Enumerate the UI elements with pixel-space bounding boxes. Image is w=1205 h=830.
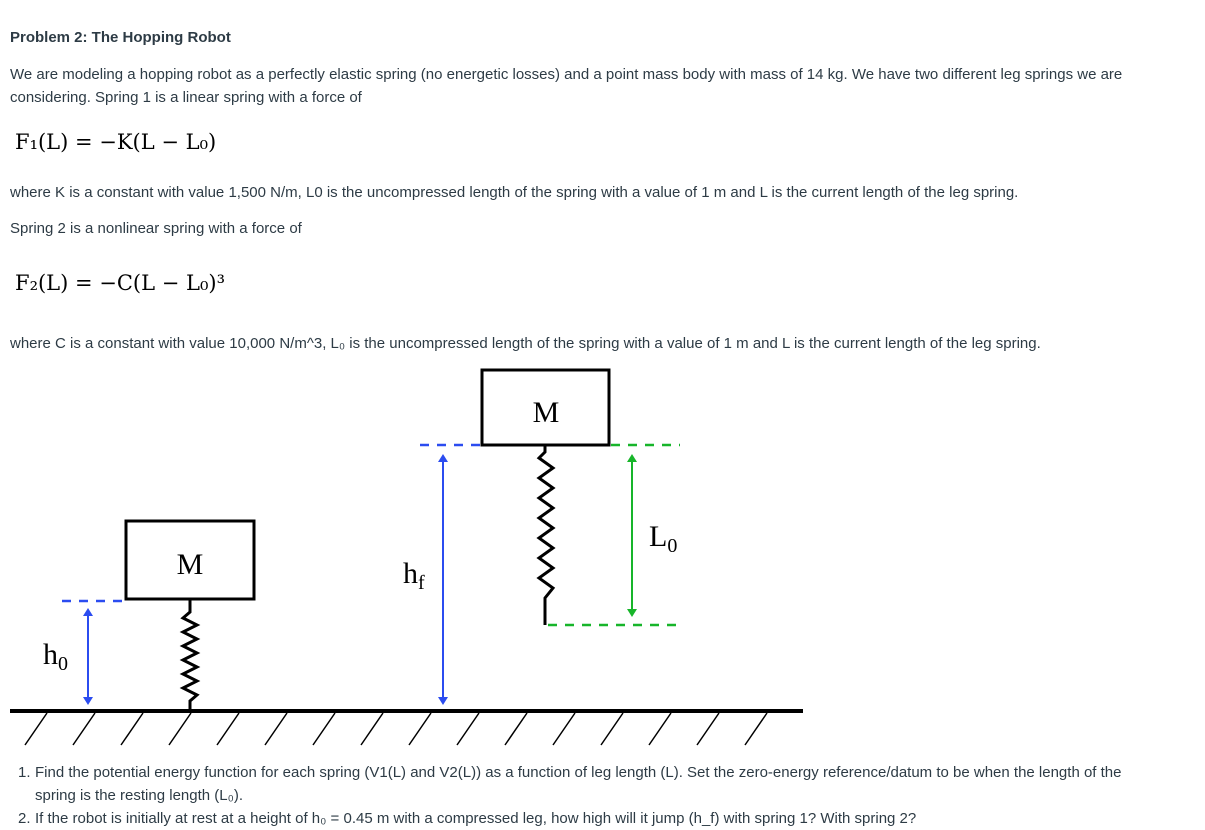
where-spring-2: where C is a constant with value 10,000 N/m^3, L₀ is the uncompressed length of the spring with a value of 1 m and L is the current length of the leg spring. — [10, 335, 1041, 352]
question-2 — [18, 807, 916, 830]
problem-title: Problem 2: The Hopping Robot — [10, 29, 231, 46]
spring-left — [183, 599, 197, 710]
ground — [10, 711, 803, 745]
equation-spring-1: F₁(L) = −K(L − L₀) — [15, 130, 217, 154]
question-1-line-1: Find the potential energy function for each spring (V1(L) and V2(L)) as a function of leg length (L). Set the zero-energy reference/datum to be when the length of the — [35, 764, 1122, 781]
where-spring-1: where K is a constant with value 1,500 N/m, L0 is the uncompressed length of the spring with a value of 1 m and L is the current length of the leg spring. — [10, 184, 1019, 201]
L0-label: $L_0$ — [649, 520, 678, 557]
hopping-robot-diagram — [0, 360, 820, 750]
hf-label: $h_f$ — [403, 557, 425, 594]
spring-2-intro: Spring 2 is a nonlinear spring with a force of — [10, 220, 302, 237]
h0-label: $h_0$ — [43, 638, 68, 675]
question-1 — [18, 761, 1121, 784]
question-1-number: 1. — [18, 764, 31, 781]
mass-label-right: M — [532, 396, 560, 429]
question-2-number: 2. — [18, 810, 31, 827]
mass-label-left: M — [176, 548, 204, 581]
intro-line-2: considering. Spring 1 is a linear spring with a force of — [10, 89, 362, 106]
question-1-line-2: spring is the resting length (L₀). — [35, 787, 243, 804]
equation-spring-2: F₂(L) = −C(L − L₀)³ — [15, 271, 225, 295]
question-2-line-1: If the robot is initially at rest at a height of h₀ = 0.45 m with a compressed leg, how high will it jump (h_f) with spring 1? With spring 2? — [35, 810, 917, 827]
question-1-continued — [18, 784, 243, 807]
intro-line-1: We are modeling a hopping robot as a perfectly elastic spring (no energetic losses) and a point mass body with mass of 14 kg. We have two different leg springs we are — [10, 66, 1123, 83]
spring-right — [539, 445, 553, 625]
